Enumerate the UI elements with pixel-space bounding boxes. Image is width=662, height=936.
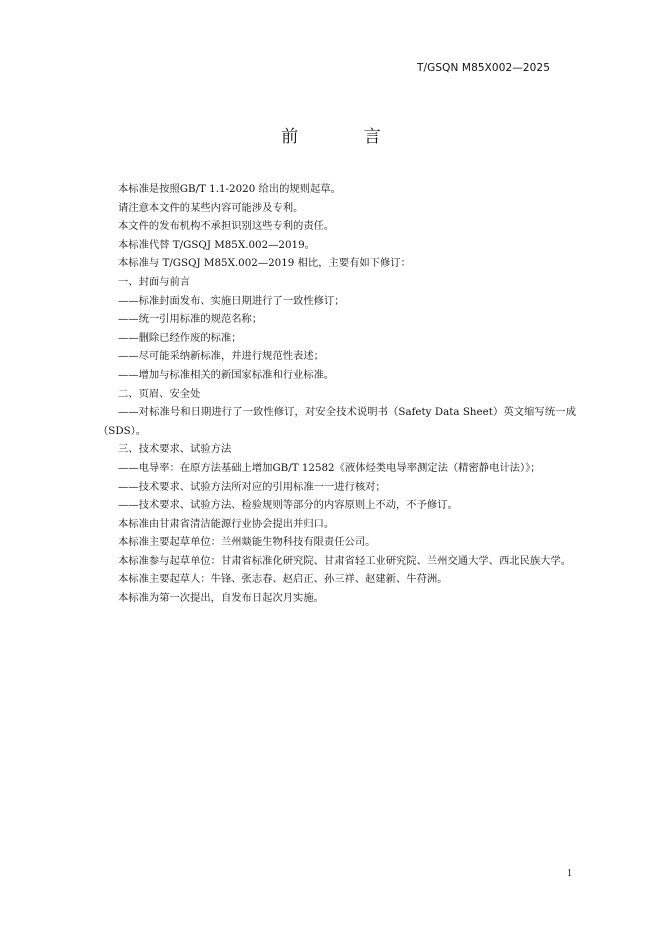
paragraph: 本标准代替 T/GSQJ M85X.002—2019。 <box>118 238 315 251</box>
list-item: ——技术要求、试验方法、检验规则等部分的内容原则上不动，不予修订。 <box>118 499 458 512</box>
list-item: ——对标准号和日期进行了一致性修订，对安全技术说明书（Safety Data Sheet）英文缩写统一成（SDS）。 <box>98 406 576 437</box>
page-title: 前 言 <box>281 127 411 147</box>
section-heading: 一、封面与前言 <box>118 275 191 288</box>
section-heading: 二、页眉、安全处 <box>118 387 201 400</box>
list-item: ——删除已经作废的标准； <box>118 331 242 344</box>
paragraph: 本标准是按照GB/T 1.1-2020 给出的规则起草。 <box>118 183 341 195</box>
section-heading: 三、技术要求、试验方法 <box>118 443 232 456</box>
list-item: ——统一引用标准的规范名称； <box>118 313 263 326</box>
paragraph: 本标准由甘肃省清洁能源行业协会提出并归口。 <box>118 517 335 530</box>
list-item: ——标准封面发布、实施日期进行了一致性修订； <box>118 294 345 307</box>
list-item: ——尽可能采纳新标准，并进行规范性表述； <box>118 350 324 363</box>
list-item: ——增加与标准相关的新国家标准和行业标准。 <box>118 368 335 381</box>
page-number: 1 <box>567 868 572 879</box>
list-item: ——电导率：在原方法基础上增加GB/T 12582《液体烃类电导率测定法（精密静电计法）》； <box>118 461 541 474</box>
paragraph: 本标准与 T/GSQJ M85X.002—2019 相比，主要有如下修订： <box>118 257 411 270</box>
paragraph: 本标准主要起草人：牛锋、张志春、赵启正、孙三祥、赵建新、牛苻洲。 <box>118 573 448 586</box>
paragraph: 本标准为第一次提出，自发布日起次月实施。 <box>118 592 324 605</box>
paragraph: 本文件的发布机构不承担识别这些专利的责任。 <box>118 220 335 233</box>
paragraph: 请注意本文件的某些内容可能涉及专利。 <box>118 201 304 214</box>
foreword-body <box>98 180 576 608</box>
document-code: T/GSQN M85X002—2025 <box>417 62 550 74</box>
paragraph: 本标准主要起草单位：兰州燚能生物科技有限责任公司。 <box>118 536 376 549</box>
list-item: ——技术要求、试验方法所对应的引用标准一一进行核对； <box>118 480 386 493</box>
paragraph: 本标准参与起草单位：甘肃省标准化研究院、甘肃省轻工业研究院、兰州交通大学、西北民族大学。 <box>118 554 572 567</box>
